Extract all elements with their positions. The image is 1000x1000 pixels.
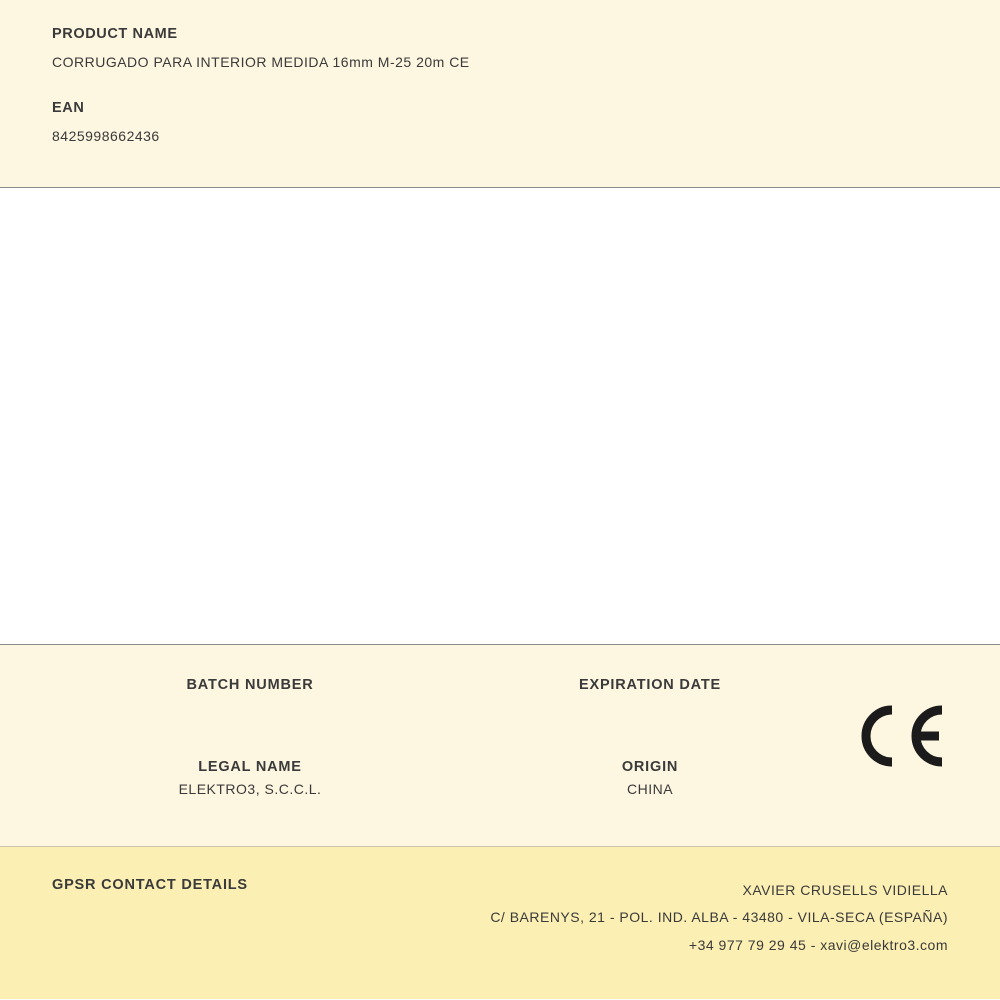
legal-name-value: ELEKTRO3, S.C.C.L.	[178, 781, 322, 797]
ce-marking-icon	[856, 705, 948, 767]
gpsr-footer	[0, 847, 1000, 999]
expiration-date-field	[400, 677, 800, 715]
product-info-block	[0, 0, 1000, 188]
expiration-date-value	[500, 699, 800, 715]
gpsr-contact-details	[490, 877, 948, 959]
legal-origin-row	[0, 715, 1000, 797]
origin-label: ORIGIN	[621, 759, 679, 775]
batch-number-label: BATCH NUMBER	[186, 677, 314, 693]
traceability-block	[0, 645, 1000, 847]
product-name-label: PRODUCT NAME	[52, 26, 178, 42]
legal-name-field	[0, 759, 400, 797]
origin-value: CHINA	[626, 781, 674, 797]
batch-number-field	[0, 677, 400, 715]
origin-field	[400, 759, 800, 797]
ean-value: 8425998662436	[52, 128, 160, 144]
contact-phone-email: +34 977 79 29 45 - xavi@elektro3.com	[688, 936, 948, 953]
contact-address: C/ BARENYS, 21 - POL. IND. ALBA - 43480 - VILA-SECA (ESPAÑA)	[490, 909, 948, 926]
spacer	[52, 70, 948, 100]
ean-label: EAN	[52, 100, 85, 116]
product-image-area	[0, 188, 1000, 645]
batch-expiration-row	[0, 645, 1000, 715]
gpsr-contact-label: GPSR CONTACT DETAILS	[52, 877, 248, 893]
batch-number-value	[100, 699, 400, 715]
contact-name: XAVIER CRUSELLS VIDIELLA	[742, 882, 948, 898]
expiration-date-label: EXPIRATION DATE	[579, 677, 721, 693]
product-name-value: CORRUGADO PARA INTERIOR MEDIDA 16mm M-25 20m CE	[52, 54, 470, 70]
legal-name-label: LEGAL NAME	[198, 759, 302, 775]
